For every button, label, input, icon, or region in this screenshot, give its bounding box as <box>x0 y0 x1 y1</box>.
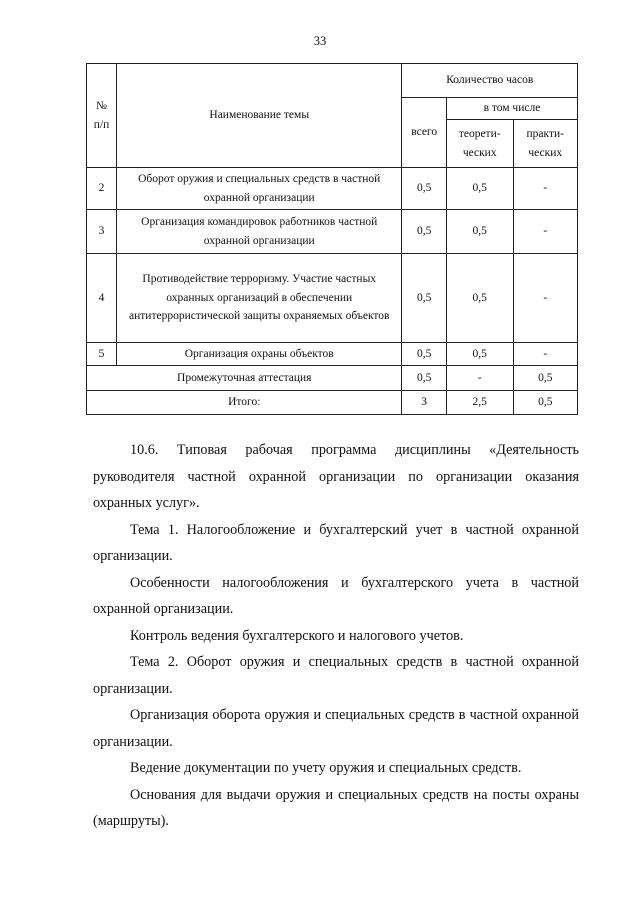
page-number: 33 <box>313 34 327 48</box>
header-name: Наименование темы <box>116 64 401 168</box>
paragraph: Ведение документации по учету оружия и специальных средств. <box>130 760 522 776</box>
table-row <box>87 168 578 210</box>
paragraph: Особенности налогообложения и бухгалтерского учета в частной охранной организации. <box>93 574 579 617</box>
row-num: 5 <box>87 343 117 366</box>
row-name: Организация охраны объектов <box>116 343 401 366</box>
sum-practice: 0,5 <box>513 391 577 415</box>
table-row <box>87 254 578 343</box>
header-practice: практи-ческих <box>513 120 577 168</box>
row-practice: - <box>513 168 577 210</box>
row-practice: - <box>513 343 577 366</box>
hours-table <box>86 63 578 415</box>
paragraph: Тема 2. Оборот оружия и специальных средств в частной охранной организации. <box>93 654 579 697</box>
total-label: Итого: <box>87 391 402 415</box>
row-theory: 0,5 <box>446 168 513 210</box>
header-num: № п/п <box>87 64 117 168</box>
row-num: 4 <box>87 254 117 343</box>
row-theory: 0,5 <box>446 254 513 343</box>
paragraph: Тема 1. Налогообложение и бухгалтерский учет в частной охранной организации. <box>93 521 579 564</box>
row-name: Организация командировок работников частной охранной организации <box>116 210 401 254</box>
total-row <box>87 391 578 415</box>
paragraph: Контроль ведения бухгалтерского и налогового учетов. <box>130 627 464 644</box>
header-theory: теорети-ческих <box>446 120 513 168</box>
row-total: 0,5 <box>402 210 446 254</box>
paragraph: Организация оборота оружия и специальных средств в частной охранной организации. <box>93 707 579 750</box>
table-row <box>87 210 578 254</box>
attestation-total: 0,5 <box>402 366 446 391</box>
row-practice: - <box>513 210 577 254</box>
attestation-theory: - <box>446 366 513 391</box>
paragraph: 10.6. Типовая рабочая программа дисциплины «Деятельность руководителя частной охранной организации по организации оказания охранных услуг». <box>93 442 579 511</box>
header-including: в том числе <box>446 98 577 120</box>
row-theory: 0,5 <box>446 210 513 254</box>
sum-theory: 2,5 <box>446 391 513 415</box>
row-num: 2 <box>87 168 117 210</box>
header-total: всего <box>402 98 446 168</box>
paragraph: Основания для выдачи оружия и специальных средств на посты охраны (маршруты). <box>93 786 579 829</box>
table-row <box>87 343 578 366</box>
attestation-label: Промежуточная аттестация <box>87 366 402 391</box>
row-total: 0,5 <box>402 168 446 210</box>
row-theory: 0,5 <box>446 343 513 366</box>
row-total: 0,5 <box>402 254 446 343</box>
row-name: Противодействие терроризму. Участие частных охранных организаций в обеспечении антитеррористической защиты охраняемых объектов <box>116 254 401 343</box>
sum-total: 3 <box>402 391 446 415</box>
row-practice: - <box>513 254 577 343</box>
row-name: Оборот оружия и специальных средств в частной охранной организации <box>116 168 401 210</box>
header-hours: Количество часов <box>402 64 578 98</box>
attestation-row <box>87 366 578 391</box>
row-total: 0,5 <box>402 343 446 366</box>
attestation-practice: 0,5 <box>513 366 577 391</box>
body-text <box>93 437 579 835</box>
row-num: 3 <box>87 210 117 254</box>
